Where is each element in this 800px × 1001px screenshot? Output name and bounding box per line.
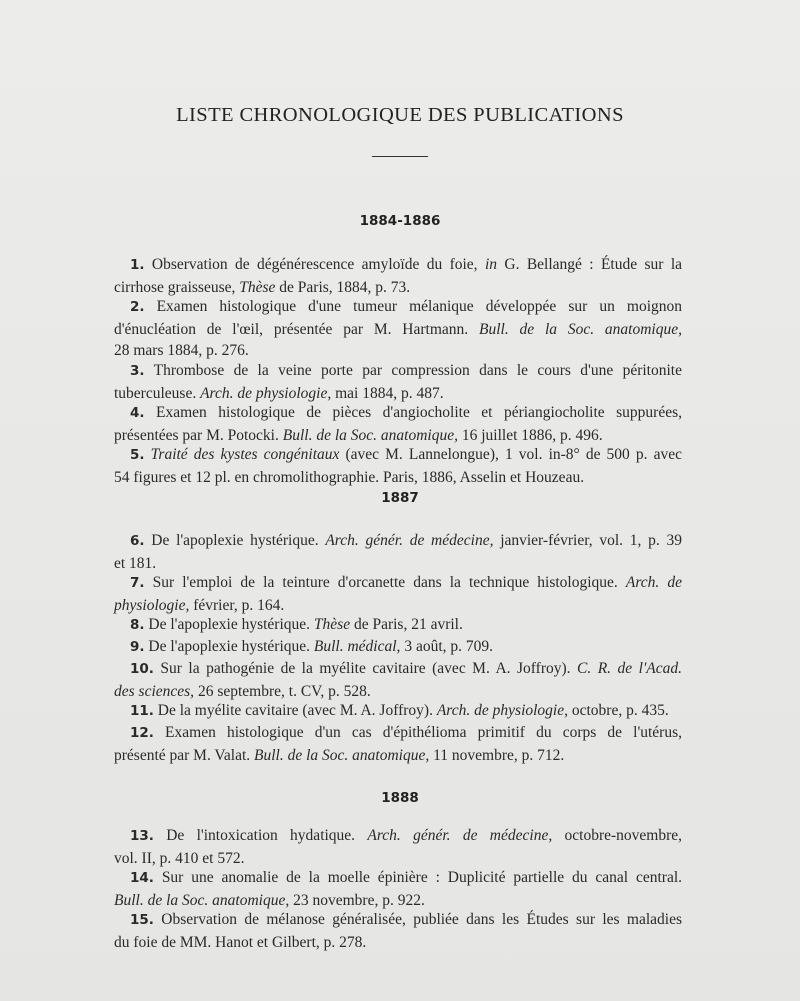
title-rule <box>372 156 428 157</box>
entry-number: 6. <box>130 533 145 549</box>
entry-number: 14. <box>130 870 154 886</box>
entry-number: 5. <box>130 447 145 463</box>
publication-entry-5: 5. Traité des kystes congénitaux (avec M. Lannelongue), 1 vol. in-8° de 500 p. avec 54 figures et 12 pl. en chromolithographie. Paris, 1886, Asselin et Houzeau. <box>114 446 683 486</box>
entry-number: 3. <box>130 363 145 379</box>
publication-entry-13: 13. De l'intoxication hydatique. Arch. génér. de médecine, octobre-novembre, vol. II, p. 410 et 572. <box>114 827 683 867</box>
publication-entry-1: 1. Observation de dégénérescence amyloïde du foie, in G. Bellangé : Étude sur la cirrhose graisseuse, Thèse de Paris, 1884, p. 73. <box>114 256 682 296</box>
publication-entry-8: 8. De l'apoplexie hystérique. Thèse de Paris, 21 avril. <box>130 616 463 633</box>
publication-entry-11: 11. De la myélite cavitaire (avec M. A. Joffroy). Arch. de physiologie, octobre, p. 435. <box>130 702 669 719</box>
entry-number: 8. <box>130 617 145 633</box>
entry-number: 7. <box>130 575 145 591</box>
entry-number: 12. <box>130 725 154 741</box>
year-heading-1888: 1888 <box>381 790 419 806</box>
publication-entry-9: 9. De l'apoplexie hystérique. Bull. médical, 3 août, p. 709. <box>130 638 493 655</box>
publication-entry-10: 10. Sur la pathogénie de la myélite cavitaire (avec M. A. Joffroy). C. R. de l'Acad. des sciences, 26 septembre, t. CV, p. 528. <box>114 660 682 700</box>
publication-entry-14: 14. Sur une anomalie de la moelle épinière : Duplicité partielle du canal central. Bull. de la Soc. anatomique, 23 novembre, p. 922. <box>114 869 683 909</box>
publication-entry-6: 6. De l'apoplexie hystérique. Arch. génér. de médecine, janvier-février, vol. 1, p. 39 et 181. <box>114 532 682 572</box>
entry-number: 1. <box>130 257 145 273</box>
entry-number: 15. <box>130 912 154 928</box>
entry-number: 9. <box>130 639 145 655</box>
publication-entry-12: 12. Examen histologique d'un cas d'épithélioma primitif du corps de l'utérus, présenté par M. Valat. Bull. de la Soc. anatomique, 11 novembre, p. 712. <box>114 724 682 764</box>
page-title: LISTE CHRONOLOGIQUE DES PUBLICATIONS <box>176 104 624 126</box>
year-heading-1884-1886: 1884-1886 <box>359 213 441 229</box>
year-heading-1887: 1887 <box>381 490 419 506</box>
entry-number: 10. <box>130 661 154 677</box>
entry-number: 13. <box>130 828 154 844</box>
publication-entry-7: 7. Sur l'emploi de la teinture d'orcanette dans la technique histologique. Arch. de physiologie, février, p. 164. <box>114 574 682 614</box>
publication-entry-3: 3. Thrombose de la veine porte par compression dans le cours d'une péritonite tuberculeuse. Arch. de physiologie, mai 1884, p. 487. <box>114 362 682 402</box>
publication-entry-2: 2. Examen histologique d'une tumeur mélanique développée sur un moignon d'énucléation de l'œil, présentée par M. Hartmann. Bull. de la Soc. anatomique, 28 mars 1884, p. 276. <box>114 298 683 359</box>
publication-entry-4: 4. Examen histologique de pièces d'angiocholite et périangiocholite suppurées, présentées par M. Potocki. Bull. de la Soc. anatomique, 16 juillet 1886, p. 496. <box>114 404 683 444</box>
entry-number: 4. <box>130 405 145 421</box>
publication-entry-15: 15. Observation de mélanose généralisée, publiée dans les Études sur les maladies du foie de MM. Hanot et Gilbert, p. 278. <box>114 911 682 951</box>
entry-number: 2. <box>130 299 145 315</box>
entry-number: 11. <box>130 703 154 719</box>
